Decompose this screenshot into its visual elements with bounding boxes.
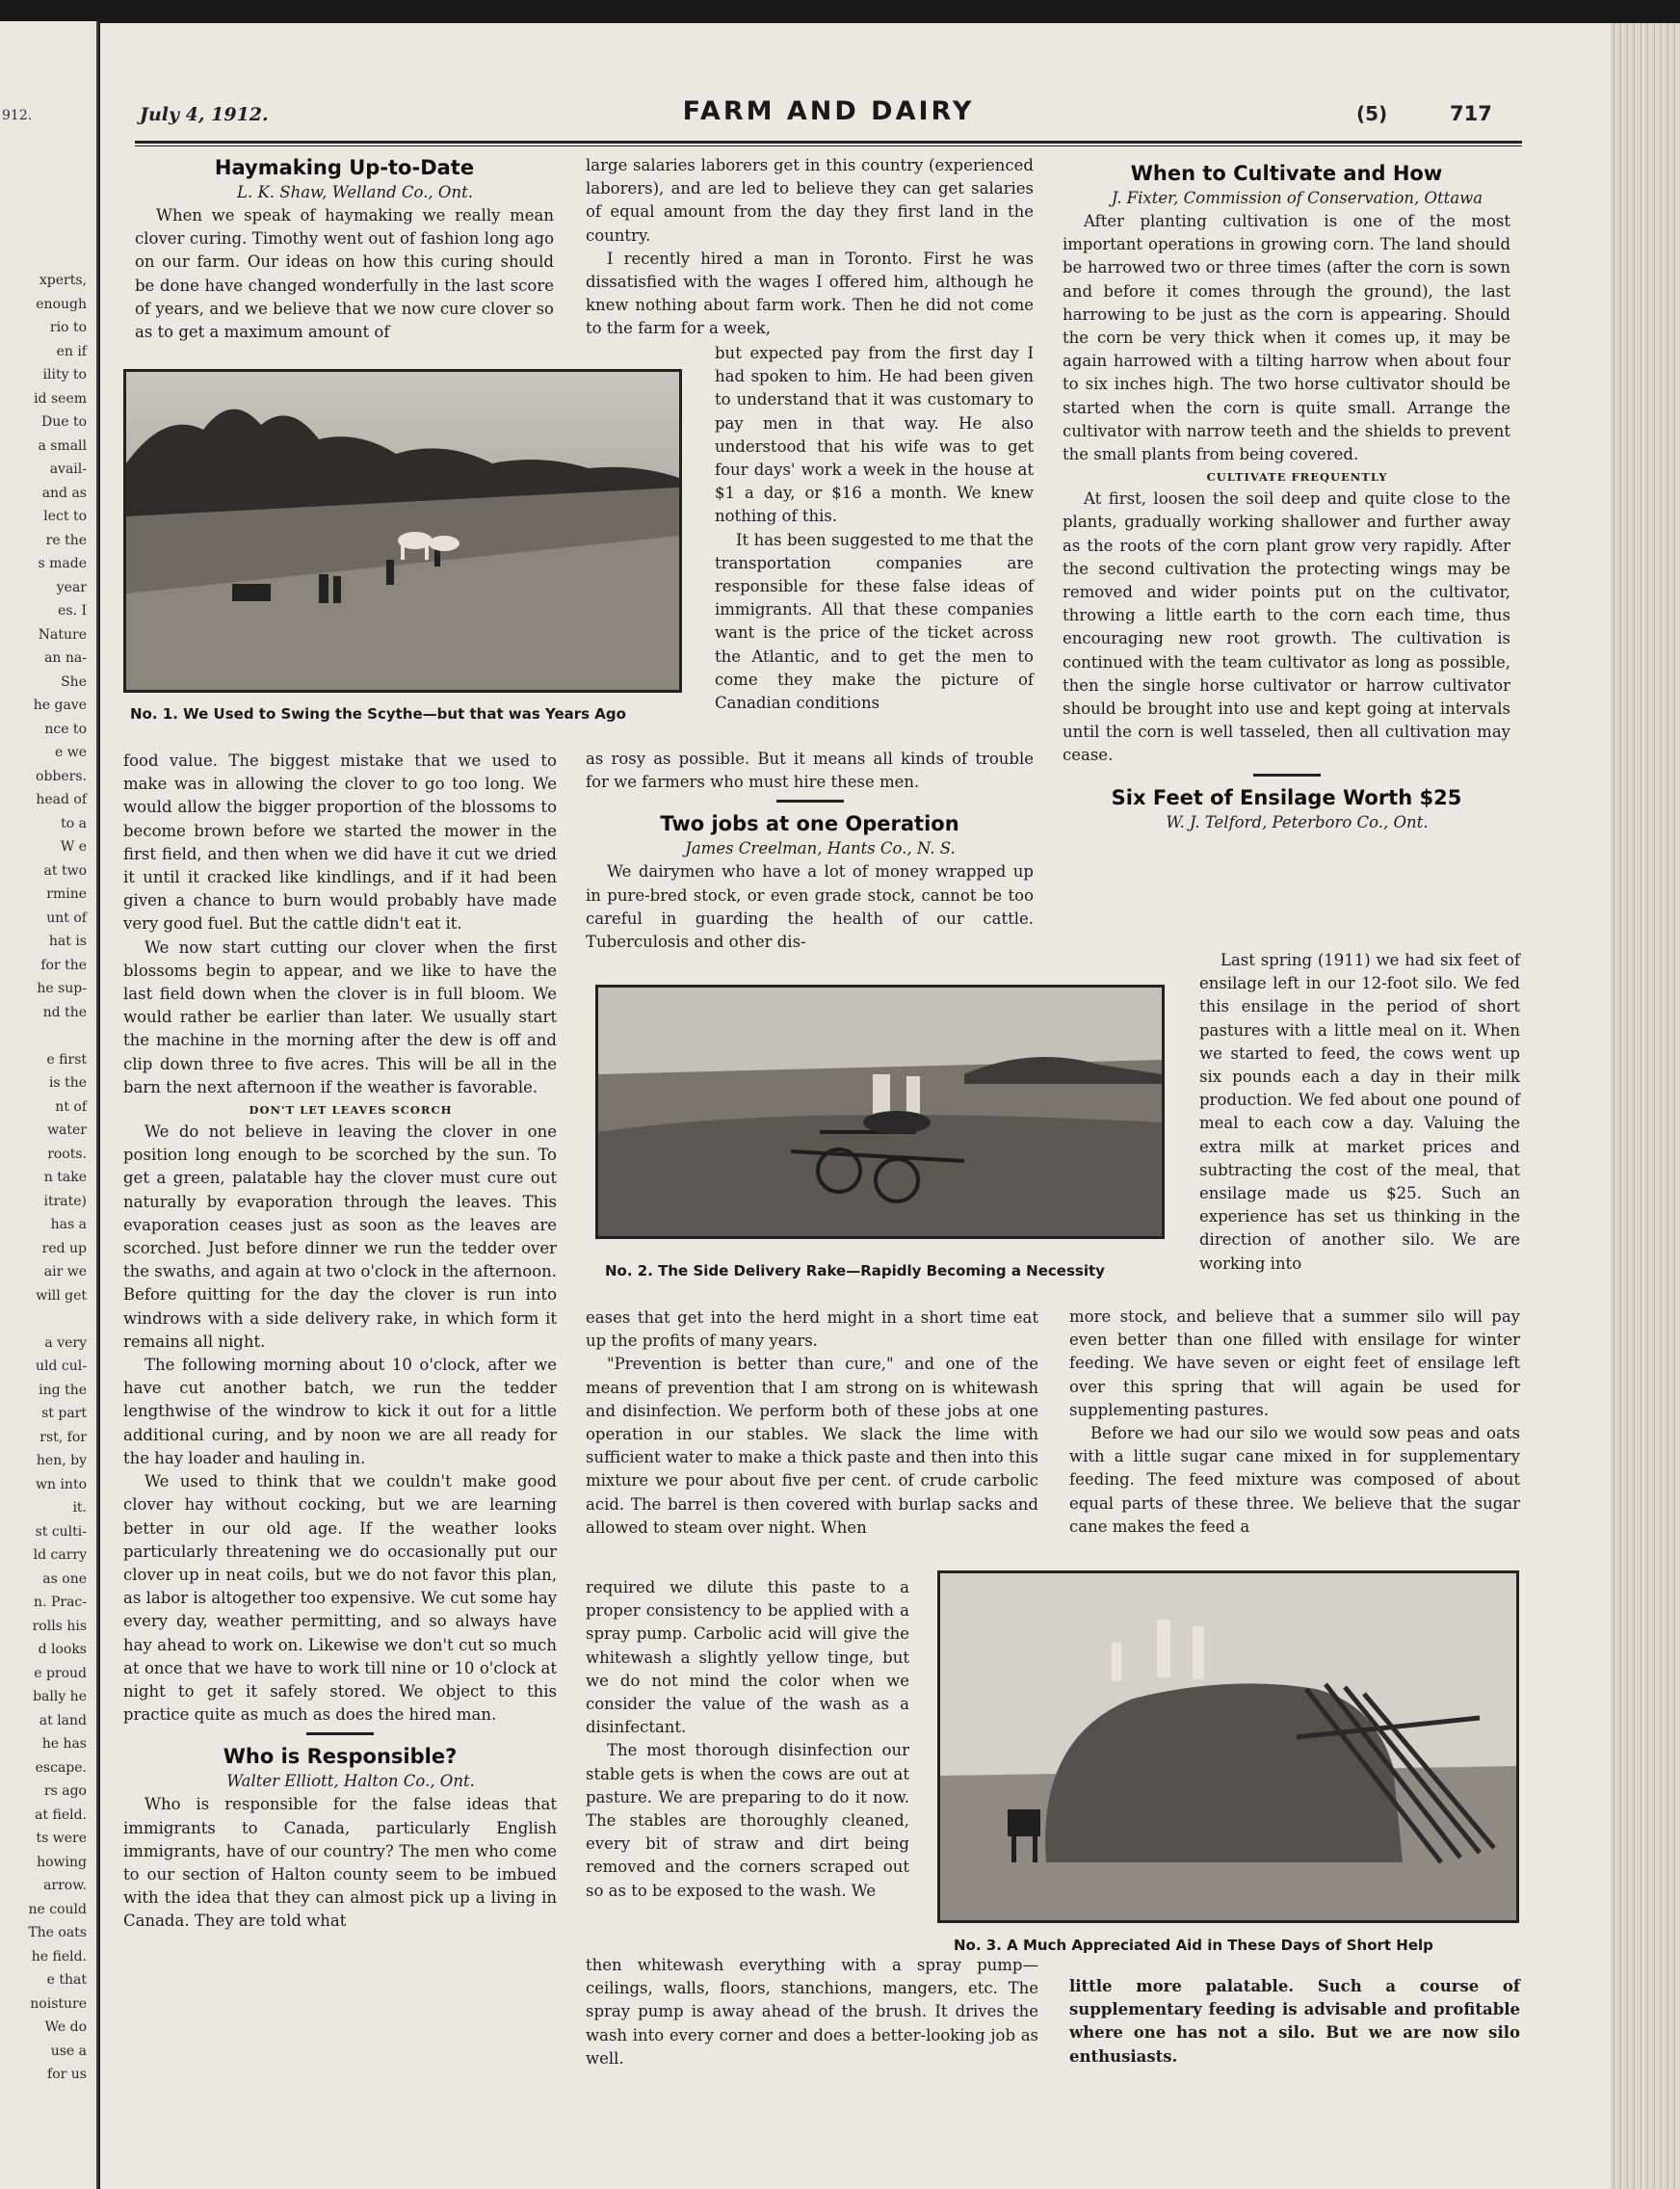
ensilage-article-narrow [1199,949,1520,1276]
photo-caption-3: No. 3. A Much Appreciated Aid in These Days of Short Help [954,1937,1433,1954]
haymaking-byline: L. K. Shaw, Welland Co., Ont. [237,183,473,201]
issue-date: July 4, 1912. [140,104,269,125]
scanner-bed-edge [0,0,1680,21]
photo-side-delivery-rake [595,985,1165,1239]
ensilage-paragraph: little more palatable. Such a course of supplementary feeding is advisable and profitable where one has not a silo. But we are now silo enthusiasts. [1069,1977,1520,2066]
haymaking-paragraph: food value. The biggest mistake that we used to make was in allowing the clover to go too long. We would allow the bigger proportion of the blossoms to become brown before we started the mower in the first field, and then when we did have it cut we dried it until it cracked like kindlings, and if it had been given a chance to burn would probably have made very good fuel. But the cattle didn't eat it. [123,752,557,934]
responsible-paragraph: It has been suggested to me that the transportation companies are responsible for these false ideas of immigrants. All that these companies want is the price of the ticket across the Atlantic, and to get the men to come they make the picture of Canadian conditions [715,530,1034,713]
masthead-title: FARM AND DAIRY [682,96,975,126]
adjacent-page-number: 912. [2,108,33,123]
responsible-paragraph: I recently hired a man in Toronto. First he was dissatisfied with the wages I offered him, although he knew nothing about farm work. Then he did not come to the farm for a week, [586,249,1034,338]
two-jobs-article-continued [586,1306,1038,1540]
ensilage-title: Six Feet of Ensilage Worth $25 [1111,785,1462,809]
two-jobs-article-top [586,748,1034,954]
cultivate-title: When to Cultivate and How [1130,162,1443,185]
ensilage-paragraph: Last spring (1911) we had six feet of ensilage left in our 12-foot silo. We fed this ensilage in the period of short pastures with a little meal on it. When we started to feed, the cows went up six pounds each a day in their milk production. We fed about one pound of meal to each cow a day. Valuing the extra milk at market prices and subtracting the cost of the meal, that ensilage made us $25. Such an experience has set us thinking in the direction of another silo. We are working into [1199,951,1520,1273]
photo-caption-1: No. 1. We Used to Swing the Scythe—but that was Years Ago [130,705,626,723]
responsible-paragraph: as rosy as possible. But it means all kinds of trouble for we farmers who must hire these men. [586,750,1034,792]
haymaking-paragraph: The following morning about 10 o'clock, after we have cut another batch, we run the tedder lengthwise of the windrow to kick it out for a little additional curing, and by noon we are all ready for the hay loader and hauling in. [123,1356,557,1467]
haymaking-paragraph: We now start cutting our clover when the first blossoms begin to appear, and we like to have the last field down when the clover is in full bloom. We would rather be earlier than later. We usually start the machine in the morning after the dew is off and clip down three to five acres. This will be all in the barn the next afternoon if the weather is favorable. [123,937,557,1096]
photo-caption-2: No. 2. The Side Delivery Rake—Rapidly Becoming a Necessity [605,1262,1105,1279]
adjacent-page-text: xperts, enough rio to en if ility to id seem Due to a small avail- and as lect to re the s made year es. I Nature an na- She he gave nce to e we obbers. head of to a W e at two rmine unt of hat is for the he sup- nd the e first is the nt of water roots. n take itrate) has a red up air we will get a very uld cul- ing the st part rst, for hen, by wn into it. st culti- ld carry as one n. Prac- rolls his d looks e proud bally he at land he has escape. rs ago at field. ts were howing arrow. ne could The oats he field. e that noisture We do use a for us [28,273,87,2082]
cultivate-article [1063,160,1510,834]
haymaking-paragraph: When we speak of haymaking we really mean clover curing. Timothy went out of fashion long ago on our farm. Our ideas on how this curing should be done have changed wonderfully in the last score of years, and we believe that we now cure clover so as to get a maximum amount of [135,206,554,342]
two-jobs-paragraph: then whitewash everything with a spray pump—ceilings, walls, floors, stanchions, mangers, etc. The spray pump is away ahead of the brush. It drives the wash into every corner and does a better-looking job as well. [586,1956,1038,2068]
two-jobs-title: Two jobs at one Operation [660,812,959,836]
responsible-byline: Walter Elliott, Halton Co., Ont. [226,1772,475,1791]
haymaking-paragraph: We do not believe in leaving the clover in one position long enough to be scorched by the sun. To get a green, palatable hay the clover must cure out naturally by evaporation through the leaves. This evaporation ceases just as soon as the leaves are scorched. Just before dinner we run the tedder over the swaths, and again at two o'clock in the afternoon. Before quitting for the day the clover is run into windrows with a side delivery rake, in which form it remains all night. [123,1122,557,1351]
cultivate-paragraph: After planting cultivation is one of the most important operations in growing corn. The land should be harrowed two or three times (after the corn is sown and before it comes through the ground), the last harrowing to be just as the corn is appearing. Should the corn be very thick when it comes up, it may be again harrowed with a tilting harrow when about four to six inches high. The two horse cultivator should be started when the corn is quite small. Arrange the cultivator with narrow teeth and the shields to prevent the small plants from being covered. [1063,212,1510,464]
photo-hay-loader [937,1570,1519,1923]
ensilage-paragraph: more stock, and believe that a summer silo will pay even better than one filled with ensilage for winter feeding. We have seven or eight feet of ensilage left over this spring that will again be used for supplementing pastures. [1069,1307,1520,1419]
haymaking-paragraph: We used to think that we couldn't make good clover hay without cocking, but we are learning better in our old age. If the weather looks particularly threatening we do occasionally put our clover up in neat coils, but we do not favor this plan, as labor is altogether too expensive. We cut some hay every day, weather permitting, and so always have hay ahead to work on. Likewise we don't cut so much at once that we have to work till nine or 10 o'clock at night to get it safely stored. We object to this practice quite as much as does the hired man. [123,1472,557,1725]
two-jobs-paragraph: We dairymen who have a lot of money wrapped up in pure-bred stock, or even grade stock, cannot be too careful in guarding the health of our cattle. Tuberculosis and other dis- [586,862,1034,952]
two-jobs-paragraph: "Prevention is better than cure," and one of the means of prevention that I am strong on is whitewash and disinfection. We perform both of these jobs at one operation in our stables. We slack the lime with sufficient water to make a thick paste and then into this mixture we pour about five per cent. of crude carbolic acid. The barrel is then covered with burlap sacks and allowed to steam over night. When [586,1355,1038,1537]
two-jobs-article-end [586,1954,1038,2070]
article-divider [776,800,844,803]
article-divider [1253,774,1321,777]
two-jobs-article-narrow [586,1576,909,1903]
haymaking-article-continued [123,750,557,1934]
two-jobs-byline: James Creelman, Hants Co., N. S. [685,839,956,858]
responsible-article-narrow [715,342,1034,715]
folio-number: 717 [1450,102,1492,125]
responsible-article-continued [586,154,1034,341]
haymaking-article-top [135,154,554,344]
two-jobs-paragraph: required we dilute this paste to a proper consistency to be applied with a spray pump. Carbolic acid will give the whitewash a slightly yellow tinge, but we do not mind the color when we consider the value of the wash as a disinfectant. [586,1578,909,1737]
page-header [140,96,1517,135]
adjacent-page-fragment [0,21,98,2189]
two-jobs-paragraph: The most thorough disinfection our stable gets is when the cows are out at pasture. We are preparing to do it now. The stables are thoroughly cleaned, every bit of straw and dirt being removed and the corners scraped out so as to be exposed to the wash. We [586,1741,909,1900]
responsible-title: Who is Responsible? [223,1745,458,1769]
header-rule [135,141,1522,146]
ensilage-article-continued [1069,1305,1520,1539]
responsible-paragraph: large salaries laborers get in this country (experienced laborers), and are led to believe they can get salaries of equal amount from the day they first land in the country. [586,156,1034,245]
responsible-paragraph: Who is responsible for the false ideas that immigrants to Canada, particularly English immigrants, have of our country? The men who come to our section of Halton county seem to be imbued with the idea that they can almost pick up a living in Canada. They are told what [123,1795,557,1931]
section-page-number: (5) [1356,102,1388,125]
ensilage-article-end [1069,1975,1520,2069]
haymaking-title: Haymaking Up-to-Date [214,156,475,179]
ensilage-paragraph: Before we had our silo we would sow peas and oats with a little sugar cane mixed in for supplementary feeding. The feed mixture was composed of about equal parts of these three. We believe that the sugar cane makes the feed a [1069,1424,1520,1536]
book-page-edges [1611,23,1680,2189]
two-jobs-paragraph: eases that get into the herd might in a short time eat up the profits of many years. [586,1308,1038,1351]
photo-haymaking-scythe [123,369,682,693]
cultivate-subhead: CULTIVATE FREQUENTLY [1206,470,1388,485]
cultivate-byline: J. Fixter, Commission of Conservation, Ottawa [1111,189,1483,207]
article-divider [306,1732,374,1735]
cultivate-paragraph: At first, loosen the soil deep and quite close to the plants, gradually working shallower and further away as the roots of the corn plant grow very rapidly. After the second cultivation the protecting wings may be removed and wider points put on the cultivator, throwing a little earth to the corn each time, thus encouraging new root growth. The cultivation is continued with the team cultivator as long as possible, then the single horse cultivator or harrow cultivator should be brought into use and kept going at intervals until the corn is well tasseled, then all cultivation may cease. [1063,489,1510,765]
ensilage-byline: W. J. Telford, Peterboro Co., Ont. [1166,812,1429,831]
haymaking-subhead: DON'T LET LEAVES SCORCH [249,1103,453,1118]
responsible-paragraph: but expected pay from the first day I had spoken to him. He had been given to understand that it was customary to pay men in that way. He also understood that his wife was to get four days' work a week in the house at $1 a day, or $16 a month. We knew nothing of this. [715,344,1034,526]
